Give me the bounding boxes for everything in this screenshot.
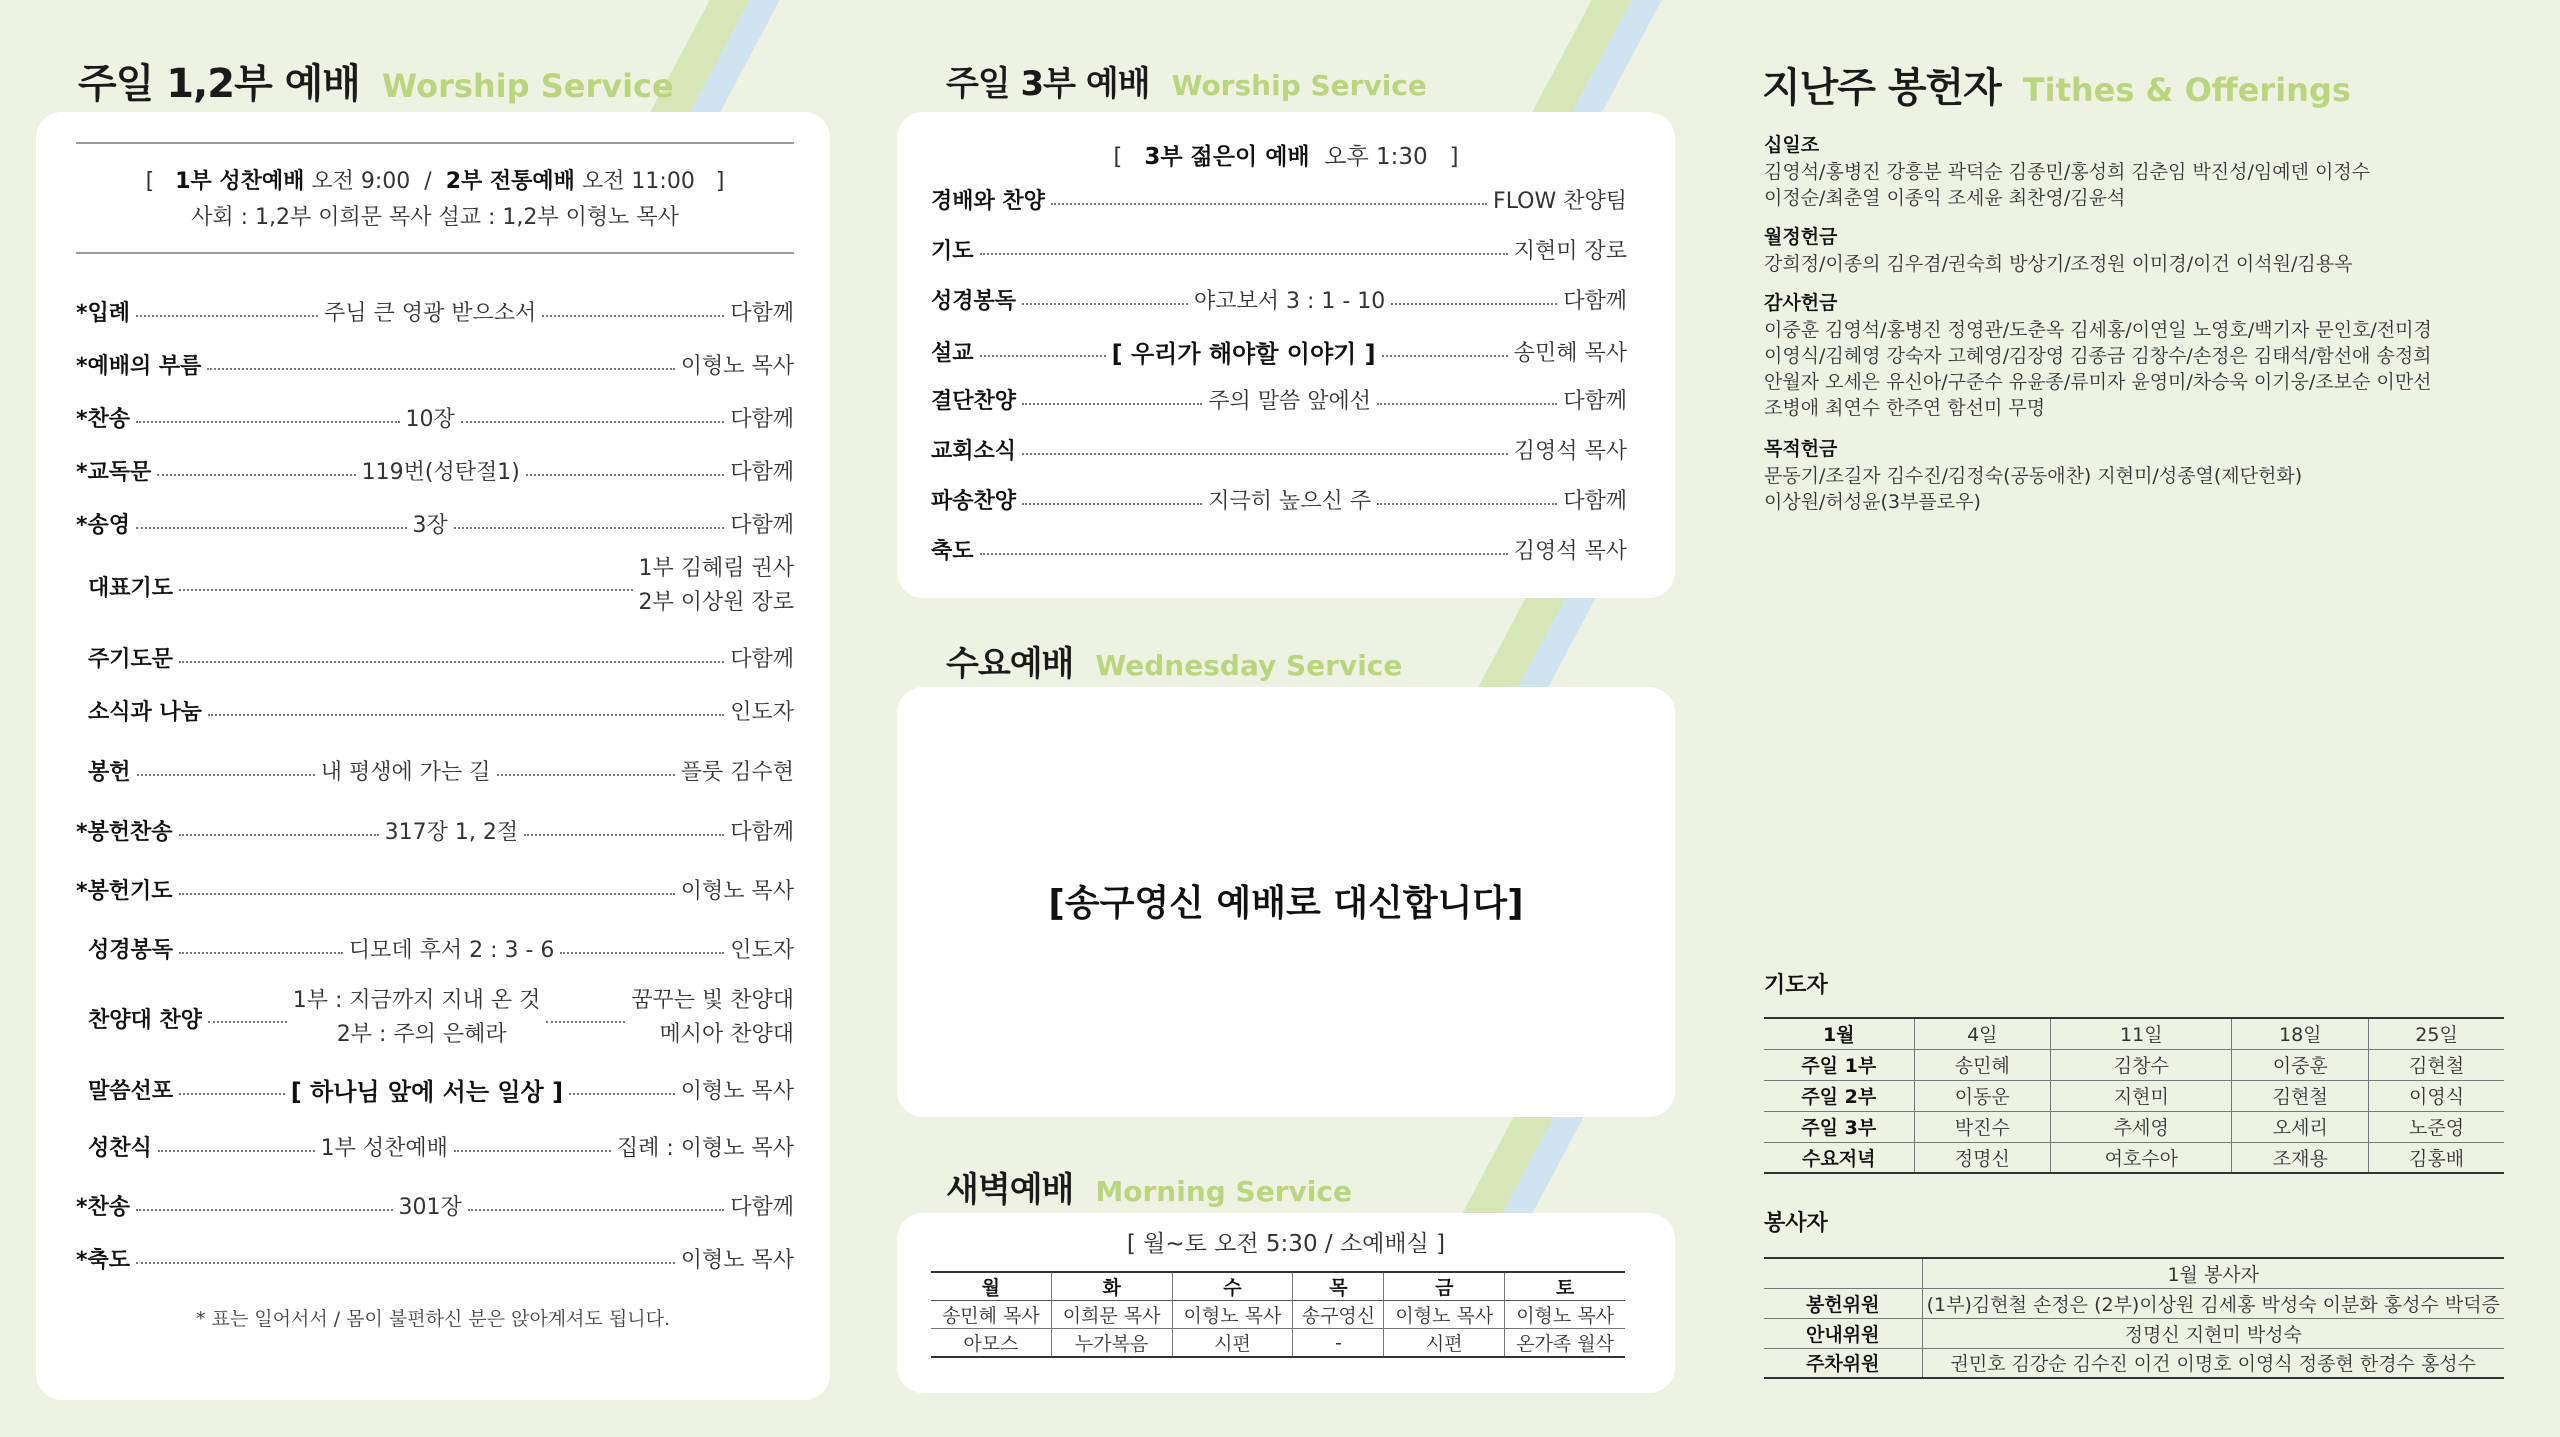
order-leader: 다함께 [1563, 389, 1628, 414]
leader-dots [461, 421, 724, 423]
empty-cell [1764, 1258, 1922, 1288]
order-label: *송영 [76, 513, 131, 538]
leader-cell: 송민혜 목사 [931, 1301, 1051, 1329]
order-leader: 송민혜 목사 [1513, 341, 1628, 366]
leader-dots [980, 553, 1508, 555]
order-leader: 이형노 목사 [680, 1248, 794, 1273]
order-content: 301장 [398, 1195, 462, 1220]
leader-dots [546, 1021, 625, 1023]
standing-note: * 표는 일어서서 / 몸이 불편하신 분은 앉아계셔도 됩니다. [195, 1308, 671, 1330]
order-leader: 이형노 목사 [680, 1079, 794, 1104]
prayer-row [1764, 1049, 2504, 1080]
order-label: 성경봉독 [931, 289, 1017, 314]
offering-heading: 십일조 [1764, 134, 1820, 156]
order-leader: 다함께 [730, 513, 794, 538]
order-label: 결단찬양 [931, 389, 1017, 414]
name-cell: 이동운 [1914, 1080, 2051, 1111]
order-label: 대표기도 [88, 575, 174, 601]
order-row [76, 1072, 794, 1107]
leader-dots [1022, 403, 1202, 405]
name-cell: 송민혜 [1914, 1049, 2051, 1080]
leader-dots [208, 1021, 287, 1023]
leader-dots [454, 527, 724, 529]
morning-header: [ 월~토 오전 5:30 / 소예배실 ] [1126, 1231, 1446, 1257]
order-row [931, 334, 1627, 369]
leader-dots [569, 1093, 675, 1095]
order-leader: 김영석 목사 [1513, 439, 1627, 464]
offering-heading: 감사헌금 [1764, 292, 1838, 314]
leader-dots [1022, 303, 1188, 305]
offering-group-purpose [1764, 436, 2504, 515]
order-row [76, 874, 794, 905]
leader-dots [1382, 355, 1508, 357]
order-leader-line: 1부 김혜림 권사 [638, 556, 794, 581]
order-content [293, 984, 541, 1052]
order-label: 소식과 나눔 [88, 700, 202, 725]
order-leader: 플룻 김수현 [680, 760, 794, 785]
service12-card [36, 112, 830, 1400]
offering-names: 이중훈 김영석/홍병진 정영관/도춘옥 김세홍/이연일 노영호/백기자 문인호/전미경 [1764, 319, 2432, 341]
order-content: 1부 성찬예배 [320, 1136, 448, 1161]
order-leader [639, 552, 795, 620]
text-cell: 누가복음 [1051, 1329, 1172, 1358]
role-cell: 안내위원 [1764, 1318, 1922, 1348]
order-content-line: 1부 : 지금까지 지내 온 것 [292, 988, 541, 1013]
order-row [931, 384, 1627, 415]
leader-dots [1022, 453, 1508, 455]
text-cell: 시편 [1172, 1329, 1293, 1358]
order-leader: FLOW 찬양팀 [1493, 189, 1627, 214]
order-leader: 집례 : 이형노 목사 [616, 1136, 794, 1161]
service3-title [946, 56, 1427, 105]
order-content-line: 2부 : 주의 은혜라 [336, 1022, 507, 1047]
offerings-title-ko: 지난주 봉헌자 [1762, 65, 2001, 111]
order-row [76, 933, 794, 964]
order-label: *봉헌기도 [76, 879, 173, 904]
service12-title-ko: 주일 1,2부 예배 [78, 61, 360, 107]
leader-dots [542, 315, 724, 317]
leader-dots [454, 1150, 611, 1152]
names-cell: 권민호 김강순 김수진 이건 이명호 이영식 정종현 한경수 홍성수 [1922, 1348, 2504, 1378]
order-label: *찬송 [76, 1195, 131, 1220]
service1-time: 오전 9:00 [311, 169, 411, 194]
leader-dots [179, 952, 343, 954]
leader-dots [136, 315, 318, 317]
date-cell: 25일 [2369, 1018, 2504, 1049]
name-cell: 김현철 [2232, 1080, 2369, 1111]
month-cell: 1월 [1764, 1018, 1914, 1049]
prayer-row [1764, 1080, 2504, 1111]
leader-dots [1391, 303, 1557, 305]
order-label: *예배의 부름 [76, 354, 202, 379]
day-header: 월 [931, 1272, 1051, 1301]
leader-dots [136, 1262, 675, 1264]
order-content: 주의 말씀 앞에선 [1208, 389, 1372, 414]
volunteer-row [1764, 1318, 2504, 1348]
date-cell: 11일 [2051, 1018, 2232, 1049]
bracket: ] [715, 169, 725, 194]
order-leader: 다함께 [730, 407, 794, 432]
leader-cell: 이형노 목사 [1172, 1301, 1293, 1329]
order-label: 주기도문 [88, 647, 174, 672]
bracket: [ [1113, 144, 1123, 170]
name-cell: 이중훈 [2232, 1049, 2369, 1080]
order-leader-line: 메시아 찬양대 [659, 1022, 794, 1047]
day-header: 화 [1051, 1272, 1172, 1301]
volunteers-title: 봉사자 [1764, 1211, 1828, 1236]
name-cell: 노준영 [2369, 1111, 2504, 1142]
name-cell: 이영식 [2369, 1080, 2504, 1111]
offering-group-thanks [1764, 290, 2504, 421]
order-row [76, 755, 794, 786]
service-cell: 수요저녁 [1764, 1142, 1914, 1173]
service12-title [78, 52, 674, 109]
order-leader [631, 984, 794, 1052]
name-cell: 김창수 [2051, 1049, 2232, 1080]
offering-names: 문동기/조길자 김수진/김정숙(공동애찬) 지현미/성종열(제단헌화) [1764, 465, 2303, 487]
order-label: 교회소식 [931, 439, 1017, 464]
sermon-title: [ 하나님 앞에 서는 일상 ] [290, 1078, 564, 1106]
service1-name: 1부 성찬예배 [175, 169, 305, 194]
leader-dots [136, 527, 406, 529]
order-row [931, 184, 1627, 215]
offering-group-monthly [1764, 224, 2504, 277]
wednesday-message: [송구영신 예배로 대신합니다] [1048, 883, 1524, 924]
day-header: 금 [1384, 1272, 1505, 1301]
name-cell: 여호수아 [2051, 1142, 2232, 1173]
leader-dots [179, 661, 724, 663]
order-label: 말씀선포 [88, 1079, 174, 1104]
order-leader: 지현미 장로 [1513, 239, 1627, 264]
order-label: *찬송 [76, 407, 131, 432]
morning-table [931, 1271, 1625, 1358]
volunteers-table [1764, 1257, 2504, 1379]
order-label: *축도 [76, 1248, 131, 1273]
order-content: 317장 1, 2절 [384, 820, 519, 845]
leader-dots [208, 714, 724, 716]
order-label: 설교 [931, 341, 974, 366]
order-label: 파송찬양 [931, 489, 1017, 514]
leader-dots [1377, 503, 1557, 505]
order-leader: 다함께 [730, 301, 794, 326]
prayer-row [1764, 1111, 2504, 1142]
sermon-title: [ 우리가 해야할 이야기 ] [1111, 340, 1376, 368]
role-cell: 주차위원 [1764, 1348, 1922, 1378]
wednesday-title-ko: 수요예배 [946, 644, 1074, 684]
bracket: [ [145, 169, 155, 194]
leader-dots [137, 774, 315, 776]
offering-names: 강희정/이종의 김우겸/권숙희 방상기/조정원 이미경/이건 이석원/김용옥 [1764, 253, 2353, 275]
morning-card [897, 1213, 1675, 1393]
order-leader-line: 꿈꾸는 빛 찬양대 [631, 988, 794, 1013]
leader-dots [157, 474, 355, 476]
order-leader: 다함께 [1563, 289, 1628, 314]
order-label: 경배와 찬양 [931, 189, 1045, 214]
divider [76, 142, 794, 144]
names-cell: 정명신 지현미 박성숙 [1922, 1318, 2504, 1348]
leader-dots [179, 1093, 285, 1095]
order-row [76, 642, 794, 673]
service3-card [897, 112, 1675, 598]
order-label: *입례 [76, 301, 131, 326]
day-header: 수 [1172, 1272, 1293, 1301]
day-header: 토 [1505, 1272, 1625, 1301]
order-leader: 김영석 목사 [1513, 539, 1627, 564]
order-row [76, 508, 794, 539]
morning-title-en: Morning Service [1095, 1175, 1352, 1208]
name-cell: 김홍배 [2369, 1142, 2504, 1173]
order-label: 축도 [931, 539, 974, 564]
leader-dots [980, 355, 1106, 357]
morning-leaders-row [931, 1301, 1625, 1329]
wednesday-title [946, 636, 1402, 685]
order-label: 찬양대 찬양 [88, 1007, 202, 1033]
leader-dots [136, 421, 399, 423]
service3-time: 오후 1:30 [1324, 144, 1428, 170]
divider [76, 252, 794, 254]
date-cell: 18일 [2232, 1018, 2369, 1049]
service2-name: 2부 전통예배 [445, 169, 575, 194]
service-cell: 주일 2부 [1764, 1080, 1914, 1111]
leader-cell: 이희문 목사 [1051, 1301, 1172, 1329]
offering-heading: 월정헌금 [1764, 226, 1838, 248]
name-cell: 정명신 [1914, 1142, 2051, 1173]
order-content: 내 평생에 가는 길 [320, 760, 491, 785]
order-content: 10장 [405, 407, 455, 432]
leader-dots [468, 1209, 724, 1211]
offering-names: 조병애 최연수 한주연 함선미 무명 [1764, 397, 2046, 419]
order-content: 지극히 높으신 주 [1208, 489, 1372, 514]
name-cell: 김현철 [2369, 1049, 2504, 1080]
service3-name: 3부 젊은이 예배 [1144, 144, 1310, 170]
order-label: 봉헌 [88, 760, 131, 785]
prayer-header-row [1764, 1018, 2504, 1049]
order-leader: 이형노 목사 [680, 879, 794, 904]
leader-dots [1377, 403, 1557, 405]
leader-dots [136, 1209, 392, 1211]
order-content: 3장 [412, 513, 448, 538]
role-cell: 봉헌위원 [1764, 1288, 1922, 1318]
order-label: *교독문 [76, 460, 152, 485]
leader-cell: 이형노 목사 [1384, 1301, 1505, 1329]
order-leader: 다함께 [730, 820, 795, 845]
leader-dots [179, 834, 379, 836]
leader-dots [980, 253, 1508, 255]
service3-title-ko: 주일 3부 예배 [946, 64, 1150, 104]
leader-dots [497, 774, 675, 776]
name-cell: 오세리 [2232, 1111, 2369, 1142]
offering-names: 이정순/최춘열 이종익 조세윤 최찬영/김윤석 [1764, 187, 2126, 209]
offering-group-tithe [1764, 132, 2504, 211]
volunteer-row [1764, 1288, 2504, 1318]
order-leader: 인도자 [730, 700, 794, 725]
order-content: 주님 큰 영광 받으소서 [324, 301, 537, 326]
order-row [76, 349, 794, 380]
offering-names: 이영식/김혜영 강숙자 고혜영/김장영 김종금 김창수/손정은 김태석/함선애 송정희 [1764, 345, 2432, 367]
offering-names: 김영석/홍병진 강흥분 곽덕순 김종민/홍성희 김춘임 박진성/임예덴 이정수 [1764, 161, 2371, 183]
leader-dots [179, 589, 632, 591]
name-cell: 지현미 [2051, 1080, 2232, 1111]
morning-days-row [931, 1272, 1625, 1301]
service12-header-line1 [76, 164, 794, 195]
text-cell: 온가족 월삭 [1505, 1329, 1625, 1358]
service3-title-en: Worship Service [1171, 69, 1427, 102]
separator: / [424, 169, 432, 194]
order-row [931, 434, 1627, 465]
service-cell: 주일 3부 [1764, 1111, 1914, 1142]
order-row [931, 534, 1627, 565]
morning-title-ko: 새벽예배 [946, 1170, 1074, 1210]
order-leader: 다함께 [730, 1195, 794, 1220]
text-cell: 아모스 [931, 1329, 1051, 1358]
bracket: ] [1449, 144, 1459, 170]
name-cell: 박진수 [1914, 1111, 2051, 1142]
service2-time: 오전 11:00 [581, 169, 695, 194]
order-row [76, 815, 794, 846]
offerings-title-en: Tithes & Offerings [2022, 71, 2351, 109]
leader-dots [158, 1150, 315, 1152]
leader-dots [1051, 203, 1487, 205]
leader-dots [179, 893, 675, 895]
name-cell: 조재용 [2232, 1142, 2369, 1173]
service-cell: 주일 1부 [1764, 1049, 1914, 1080]
order-label: 기도 [931, 239, 974, 264]
order-leader: 다함께 [1563, 489, 1628, 514]
prayer-table [1764, 1017, 2504, 1174]
leader-cell: 송구영신 [1293, 1301, 1384, 1329]
offering-names: 이상원/허성윤(3부플로우) [1764, 491, 1981, 513]
morning-title [946, 1162, 1352, 1211]
order-row [76, 296, 794, 327]
order-leader: 인도자 [730, 938, 794, 963]
order-row [76, 1190, 794, 1221]
leader-cell: 이형노 목사 [1505, 1301, 1625, 1329]
text-cell: - [1293, 1329, 1384, 1358]
order-row [76, 455, 794, 486]
prayer-row [1764, 1142, 2504, 1173]
order-row [76, 552, 794, 620]
morning-texts-row [931, 1329, 1625, 1358]
volunteers-header-row [1764, 1258, 2504, 1288]
order-row [76, 402, 794, 433]
leader-dots [207, 368, 674, 370]
month-header-cell: 1월 봉사자 [1922, 1258, 2504, 1288]
order-row [76, 984, 794, 1052]
order-row [76, 1131, 794, 1162]
wednesday-title-en: Wednesday Service [1095, 649, 1403, 682]
date-cell: 4일 [1914, 1018, 2051, 1049]
order-leader-line: 2부 이상원 장로 [638, 590, 794, 615]
wednesday-card [897, 687, 1675, 1117]
day-header: 목 [1293, 1272, 1384, 1301]
order-leader: 다함께 [730, 460, 795, 485]
leader-dots [524, 834, 724, 836]
order-row [76, 695, 794, 726]
offering-heading: 목적헌금 [1764, 438, 1838, 460]
order-row [931, 484, 1627, 515]
order-content: 119번(성탄절1) [361, 460, 520, 485]
order-label: 성경봉독 [88, 938, 174, 963]
order-leader: 이형노 목사 [680, 354, 794, 379]
text-cell: 시편 [1384, 1329, 1505, 1358]
leader-dots [1022, 503, 1202, 505]
order-row [931, 284, 1627, 315]
order-row [76, 1243, 794, 1274]
names-cell: (1부)김현철 손정은 (2부)이상원 김세홍 박성숙 이분화 홍성수 박덕증 [1922, 1288, 2504, 1318]
name-cell: 추세영 [2051, 1111, 2232, 1142]
order-row [931, 234, 1627, 265]
service3-header [897, 138, 1675, 171]
service12-title-en: Worship Service [381, 67, 674, 105]
leader-dots [560, 952, 724, 954]
leader-dots [526, 474, 724, 476]
volunteer-row [1764, 1348, 2504, 1378]
order-content: 야고보서 3 : 1 - 10 [1193, 289, 1386, 314]
service12-header-line2: 사회 : 1,2부 이희문 목사 설교 : 1,2부 이형노 목사 [191, 205, 679, 230]
offering-names: 안월자 오세은 유신아/구준수 유윤종/류미자 윤영미/차승욱 이기웅/조보순 이만선 [1764, 371, 2432, 393]
order-leader: 다함께 [730, 647, 794, 672]
offerings-title [1762, 56, 2351, 113]
prayer-title: 기도자 [1764, 973, 1828, 998]
order-label: *봉헌찬송 [76, 820, 173, 845]
order-content: 디모데 후서 2 : 3 - 6 [348, 938, 555, 963]
order-label: 성찬식 [88, 1136, 152, 1161]
